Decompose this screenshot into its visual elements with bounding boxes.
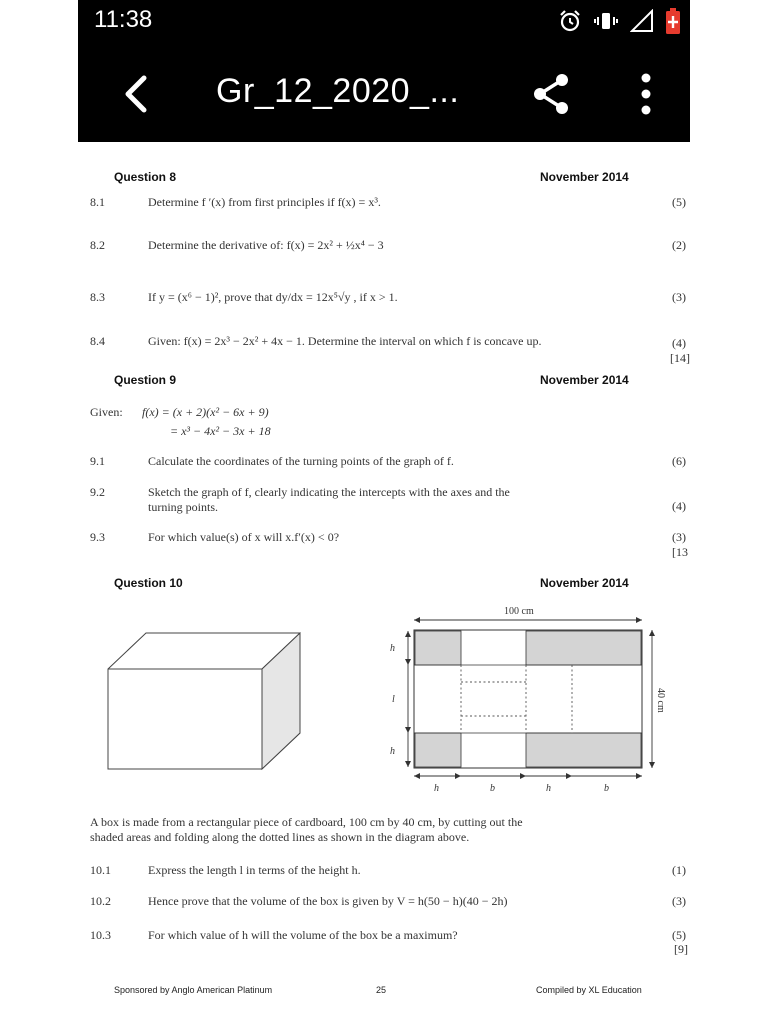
q9-3-text: For which value(s) of x will x.f′(x) < 0? xyxy=(148,530,340,544)
label-h-bottom-2: h xyxy=(546,783,551,794)
q10-total: [9] xyxy=(674,942,688,956)
q9-1-number: 9.1 xyxy=(90,454,105,468)
q9-2-text-line2: turning points. xyxy=(148,500,219,514)
status-time: 11:38 xyxy=(94,6,153,33)
back-icon[interactable] xyxy=(118,72,158,116)
battery-charging-icon xyxy=(666,8,680,34)
box-illustration xyxy=(104,632,304,782)
q8-date: November 2014 xyxy=(540,170,629,184)
q8-3-mark: (3) xyxy=(672,290,686,304)
label-h-bottom: h xyxy=(390,746,395,757)
q9-1-text: Calculate the coordinates of the turning points of the graph of f. xyxy=(148,454,454,468)
vibrate-icon xyxy=(594,9,618,33)
width-label: 100 cm xyxy=(504,606,534,617)
q10-1-number: 10.1 xyxy=(90,863,111,877)
q9-2-number: 9.2 xyxy=(90,485,105,499)
q8-4-number: 8.4 xyxy=(90,334,105,348)
q10-description-line1: A box is made from a rectangular piece of cardboard, 100 cm by 40 cm, by cutting out the xyxy=(90,815,523,829)
net-diagram xyxy=(386,604,666,796)
q8-1-mark: (5) xyxy=(672,195,686,209)
label-b-2: b xyxy=(604,783,609,794)
q9-2-text: Sketch the graph of f, clearly indicating the intercepts with the axes and the xyxy=(148,485,510,499)
right-margin xyxy=(690,0,768,1024)
q8-4-mark: (4) xyxy=(672,336,686,350)
q9-date: November 2014 xyxy=(540,373,629,387)
q8-3-text: If y = (x⁶ − 1)², prove that dy/dx = 12x⁵√y , if x > 1. xyxy=(148,290,398,304)
label-h-top: h xyxy=(390,643,395,654)
footer-page-number: 25 xyxy=(376,985,387,995)
q9-2-mark: (4) xyxy=(672,499,686,513)
q10-1-mark: (1) xyxy=(672,863,686,877)
label-h-bottom-1: h xyxy=(434,783,439,794)
q10-description-line2: shaded areas and folding along the dotted lines as shown in the diagram above. xyxy=(90,830,470,844)
height-label: 40 cm xyxy=(655,688,666,713)
left-margin xyxy=(0,0,78,1024)
status-bar xyxy=(78,0,690,46)
q10-2-mark: (3) xyxy=(672,894,686,908)
q9-3-mark: (3) xyxy=(672,530,686,544)
status-icons xyxy=(558,8,680,34)
q9-given-line1: f(x) = (x + 2)(x² − 6x + 9) xyxy=(142,405,269,419)
app-bar xyxy=(78,46,690,142)
q9-total: [13 xyxy=(672,545,688,559)
document-title: Gr_12_2020_... xyxy=(216,72,460,110)
signal-icon xyxy=(630,9,654,33)
footer-sponsor: Sponsored by Anglo American Platinum xyxy=(114,985,273,995)
q10-2-text: Hence prove that the volume of the box is given by V = h(50 − h)(40 − 2h) xyxy=(148,894,508,908)
q8-4-text: Given: f(x) = 2x³ − 2x² + 4x − 1. Determine the interval on which f is concave up. xyxy=(148,334,542,348)
q9-given-line2: = x³ − 4x² − 3x + 18 xyxy=(170,424,271,438)
q8-total: [14] xyxy=(670,351,690,365)
q10-2-number: 10.2 xyxy=(90,894,111,908)
q10-date: November 2014 xyxy=(540,576,629,590)
q8-2-mark: (2) xyxy=(672,238,686,252)
q8-2-number: 8.2 xyxy=(90,238,105,252)
q10-3-number: 10.3 xyxy=(90,928,111,942)
q9-1-mark: (6) xyxy=(672,454,686,468)
q8-heading: Question 8 xyxy=(114,170,177,184)
document-page[interactable] xyxy=(78,142,690,1024)
q10-3-mark: (5) xyxy=(672,928,686,942)
q9-given-label: Given: xyxy=(90,405,123,419)
share-icon[interactable] xyxy=(530,72,574,116)
more-options-icon[interactable] xyxy=(636,72,656,116)
q10-heading: Question 10 xyxy=(114,576,183,590)
label-b-1: b xyxy=(490,783,495,794)
label-l: l xyxy=(392,694,395,705)
footer-compiler: Compiled by XL Education xyxy=(536,985,642,995)
q8-2-text: Determine the derivative of: f(x) = 2x² + ½x⁴ − 3 xyxy=(148,238,384,252)
q10-3-text: For which value of h will the volume of the box be a maximum? xyxy=(148,928,458,942)
q9-3-number: 9.3 xyxy=(90,530,105,544)
q8-3-number: 8.3 xyxy=(90,290,105,304)
q8-1-number: 8.1 xyxy=(90,195,105,209)
q8-1-text: Determine f ′(x) from first principles if f(x) = x³. xyxy=(148,195,381,209)
q10-1-text: Express the length l in terms of the height h. xyxy=(148,863,361,877)
q9-heading: Question 9 xyxy=(114,373,177,387)
alarm-icon xyxy=(558,9,582,33)
